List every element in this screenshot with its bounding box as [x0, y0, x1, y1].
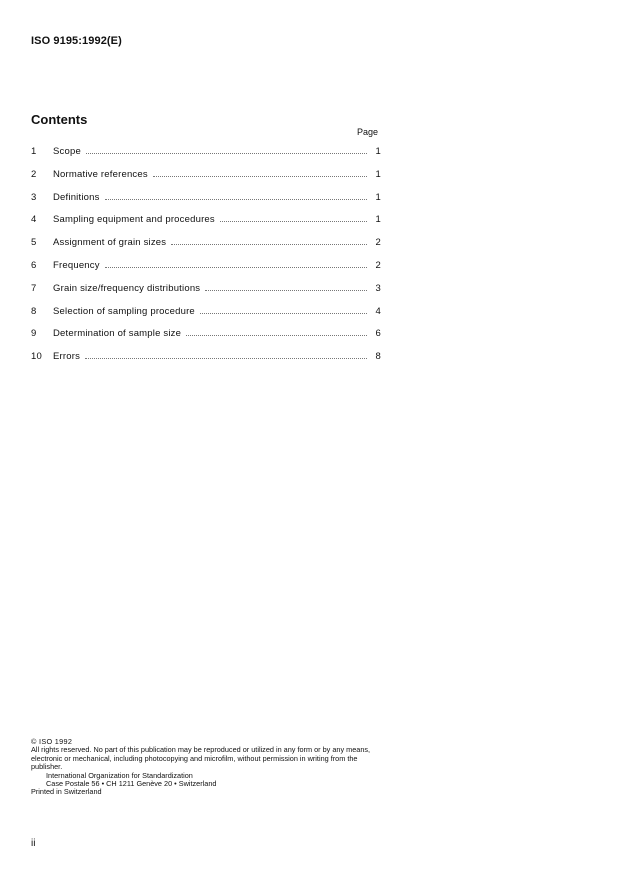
toc-entry-title: Definitions	[53, 191, 100, 203]
document-id: ISO 9195:1992(E)	[31, 35, 122, 47]
toc-entry-page: 1	[375, 168, 381, 180]
rights-notice: All rights reserved. No part of this publication may be reproduced or utilized in any form or by any means, electronic or mechanical, including photocopying and microfilm, without permission in writing from the publisher.	[31, 745, 371, 772]
toc-entry-definitions[interactable]	[31, 192, 381, 215]
page-column-heading: Page	[357, 127, 379, 137]
toc-entry-page: 1	[375, 146, 381, 157]
toc-entry-sampling-equipment[interactable]	[31, 214, 381, 237]
leader-dots	[220, 221, 367, 222]
leader-dots	[205, 290, 367, 291]
leader-dots	[153, 176, 367, 177]
contents-heading: Contents	[31, 112, 88, 127]
page-number: ii	[31, 838, 36, 849]
toc-entry-page: 8	[375, 351, 381, 363]
toc-entry-number: 1	[31, 146, 37, 157]
toc-entry-title: Assignment of grain sizes	[53, 237, 167, 249]
toc-entry-page: 4	[375, 305, 381, 317]
toc-entry-number: 2	[31, 168, 37, 180]
table-of-contents	[31, 146, 381, 374]
toc-entry-title: Scope	[53, 146, 81, 157]
toc-entry-title: Frequency	[53, 259, 100, 271]
printed-in: Printed in Switzerland	[31, 787, 102, 797]
toc-entry-page: 1	[375, 214, 381, 226]
toc-entry-title: Errors	[53, 351, 81, 363]
leader-dots	[85, 358, 367, 359]
toc-entry-scope[interactable]	[31, 146, 381, 169]
toc-entry-title: Grain size/frequency distributions	[53, 282, 201, 294]
copyright-block	[31, 738, 381, 797]
toc-entry-title: Selection of sampling procedure	[53, 305, 195, 317]
organization-address: Case Postale 56 • CH 1211 Genève 20 • Switzerland	[46, 779, 217, 789]
toc-entry-page: 2	[375, 237, 381, 249]
toc-entry-title: Determination of sample size	[53, 328, 182, 340]
toc-entry-page: 1	[375, 191, 381, 203]
toc-entry-page: 3	[375, 282, 381, 294]
leader-dots	[105, 267, 367, 268]
organization-name: International Organization for Standardization	[46, 770, 193, 780]
toc-entry-page: 2	[375, 259, 381, 271]
toc-entry-title: Normative references	[53, 168, 148, 180]
copyright-line: © ISO 1992	[31, 737, 73, 746]
toc-entry-normative-references[interactable]	[31, 169, 381, 192]
toc-entry-page: 6	[375, 328, 381, 340]
toc-entry-sample-size[interactable]	[31, 328, 381, 351]
toc-entry-assignment-of-grain-sizes[interactable]	[31, 237, 381, 260]
toc-entry-number: 3	[31, 191, 37, 203]
toc-entry-number: 4	[31, 214, 37, 226]
toc-entry-number: 7	[31, 282, 37, 294]
toc-entry-number: 9	[31, 328, 37, 340]
leader-dots	[171, 244, 367, 245]
leader-dots	[186, 335, 367, 336]
leader-dots	[105, 199, 367, 200]
toc-entry-frequency[interactable]	[31, 260, 381, 283]
leader-dots	[86, 153, 367, 154]
leader-dots	[200, 313, 367, 314]
toc-entry-errors[interactable]	[31, 351, 381, 374]
toc-entry-number: 5	[31, 237, 37, 249]
toc-entry-selection-of-sampling[interactable]	[31, 306, 381, 329]
toc-entry-number: 10	[31, 351, 42, 363]
toc-entry-number: 6	[31, 259, 37, 271]
toc-entry-number: 8	[31, 305, 37, 317]
toc-entry-title: Sampling equipment and procedures	[53, 214, 215, 226]
toc-entry-grain-size-frequency[interactable]	[31, 283, 381, 306]
